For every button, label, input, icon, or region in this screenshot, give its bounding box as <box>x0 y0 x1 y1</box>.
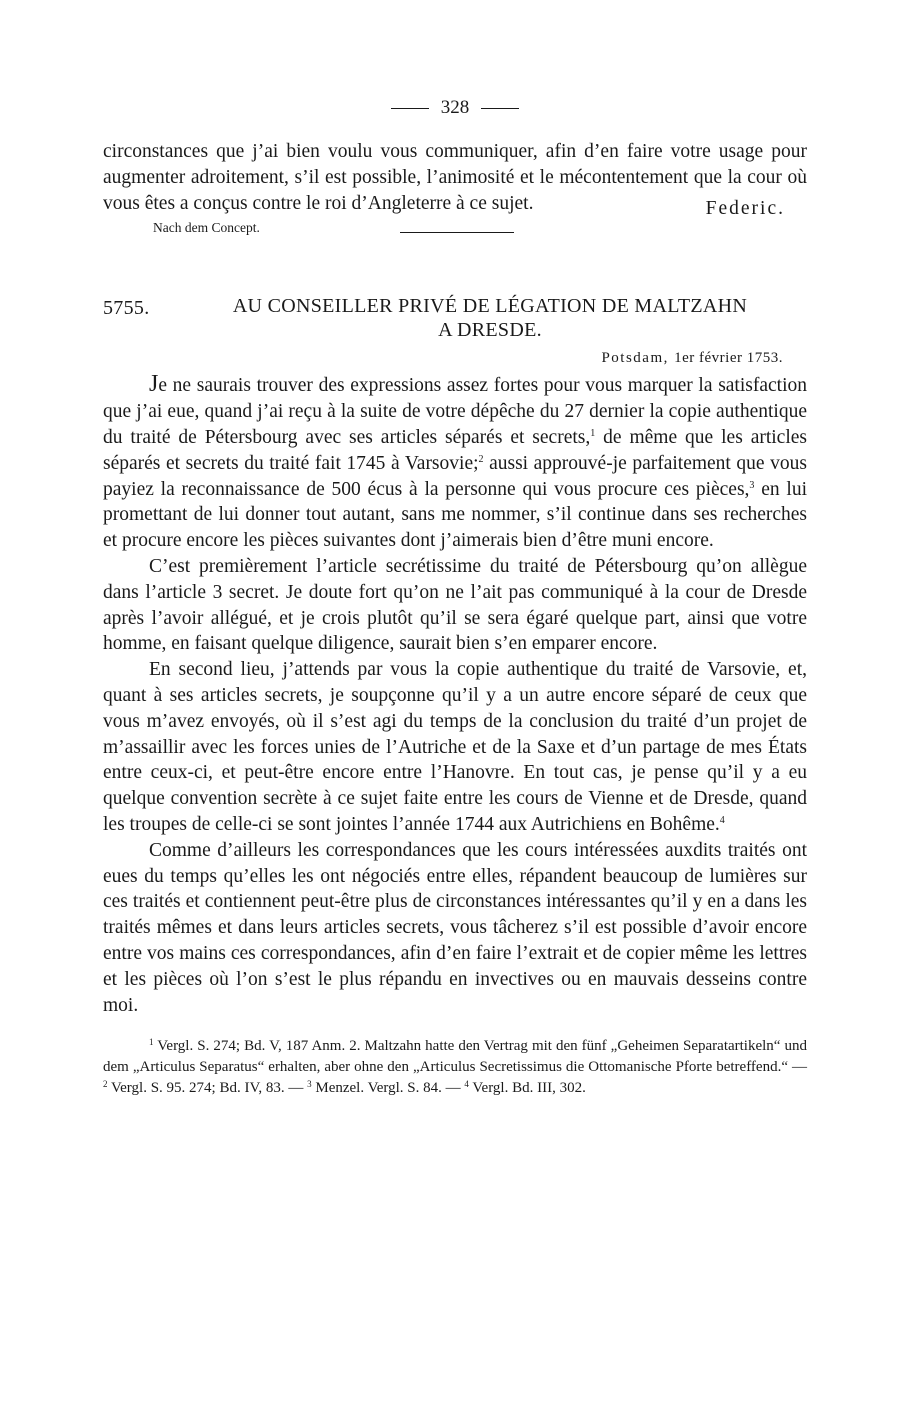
footnote-text-2: Vergl. S. 95. 274; Bd. IV, 83. — <box>107 1080 308 1097</box>
document-title <box>103 294 807 342</box>
initial-letter: J <box>149 371 159 398</box>
paragraph-1-text-c: aussi approuvé-je parfaitement que vous payiez la reconnaissance de 500 écus à la personne qui vous procure ces pièces, <box>103 452 807 500</box>
footnote-ref-3[interactable]: 3 <box>749 479 755 491</box>
document-number: 5755. <box>103 297 150 320</box>
page-number: 328 <box>440 97 470 118</box>
page-number-header <box>103 95 807 121</box>
document-title-line1: AU CONSEILLER PRIVÉ DE LÉGATION DE MALTZAHN <box>232 295 748 318</box>
footnote-ref-4[interactable]: 4 <box>719 814 725 826</box>
source-note: Nach dem Concept. <box>153 220 260 236</box>
footnote-text-1: Vergl. S. 274; Bd. V, 187 Anm. 2. Maltzahn hatte den Vertrag mit den fünf „Geheimen Separatartikeln“ und dem „Articulus Separatus“ erhalten, aber ohne den „Articulus Secretissimus die Ottomanische Pforte betreffend.“ — <box>103 1038 807 1076</box>
paragraph-1-text-a: e ne saurais trouver des expressions assez fortes pour vous marquer la satisfaction que j’ai eue, quand j’ai reçu à la suite de votre dépêche du 27 dernier la copie authentique du traité de Pétersbourg avec ses articles séparés et secrets, <box>103 375 807 448</box>
letter-paragraph-4: Comme d’ailleurs les correspondances que les cours intéressées auxdits traités ont eues du temps qu’elles les ont négociés entre elles, répandent beaucoup de lumières sur ces traités et contiennent peut-être plus de circonstances intéressantes qu’il y en a dans les traités mêmes et dans leurs articles secrets, vous tâcherez s’il est possible d’avoir encore entre vos mains ces correspondances, afin d’en faire l’extrait et de copier même les lettres et les pièces où l’on s’est le plus répandu en invectives ou en mauvais desseins contre moi. <box>103 839 807 1016</box>
footnote-marker-4: 4 <box>464 1079 469 1090</box>
letter-paragraph-1 <box>103 372 807 554</box>
footnote-marker-1: 1 <box>149 1037 154 1048</box>
footnote-marker-2: 2 <box>103 1079 108 1090</box>
document-heading <box>103 294 807 342</box>
footnote-marker-3: 3 <box>307 1079 312 1090</box>
footnote-ref-2[interactable]: 2 <box>478 453 484 465</box>
section-divider <box>400 232 514 233</box>
footnotes <box>103 1036 807 1099</box>
letter-paragraph-3 <box>103 657 807 838</box>
signature: Federic. <box>705 198 785 220</box>
intro-paragraph: circonstances que j’ai bien voulu vous communiquer, afin d’en faire votre usage pour augmenter adroitement, s’il est possible, l’animosité et le mécontentement que la cour où vous êtes a conçus contre le roi d’Angleterre à ce sujet. <box>103 141 807 214</box>
page-number-dash-left <box>391 108 429 109</box>
paragraph-1-text-b: de même que les articles séparés et secrets du traité fait 1745 à Varsovie; <box>103 426 807 474</box>
paragraph-3-text: En second lieu, j’attends par vous la copie authentique du traité de Varsovie, et, quant à ses articles secrets, je soupçonne qu’il y a un autre encore séparé de ceux que vous m’avez envoyés, où il s’est agi du temps de la conclusion du traité d’un projet de m’assaillir avec les forces unies de l’Autriche et de la Saxe et d’un partage de mes États entre ceux-ci, et peut-être encore entre l’Hanovre. En tout cas, je pense qu’il y a eu quelque convention secrète à ce sujet faite entre les cours de Vienne et de Dresde, quand les troupes de celle-ci se sont jointes l’année 1744 aux Autrichiens en Bohême. <box>103 659 807 835</box>
letter-body <box>103 372 807 1018</box>
footnote-text-3: Menzel. Vergl. S. 84. — <box>311 1080 465 1097</box>
page-number-dash-right <box>481 108 519 109</box>
letter-closing <box>103 198 807 260</box>
page <box>103 95 807 1099</box>
dateline <box>103 346 783 370</box>
paragraph-1-text-d: en lui promettant de lui donner tout autant, sans me nommer, s’il continue dans ses recherches et procure encore les pièces suivantes dont j’aimerais bien d’être muni encore. <box>103 478 807 552</box>
dateline-date: 1er février 1753. <box>674 350 783 367</box>
footnote-ref-1[interactable]: 1 <box>590 427 596 439</box>
letter-paragraph-2: C’est premièrement l’article secrétissime du traité de Pétersbourg qu’on allègue dans l’article 3 secret. Je doute fort qu’on ne l’ait pas communiqué à la cour de Dresde après l’avoir allégué, et je crois plutôt qu’il se sera égaré quelque part, ainsi que votre homme, en faisant quelque diligence, saurait bien s’en emparer encore. <box>103 555 807 655</box>
document-title-line2: A DRESDE. <box>438 319 542 342</box>
dateline-place: Potsdam, <box>601 350 669 367</box>
intro-text <box>103 139 807 216</box>
footnote-text-4: Vergl. Bd. III, 302. <box>468 1080 586 1097</box>
